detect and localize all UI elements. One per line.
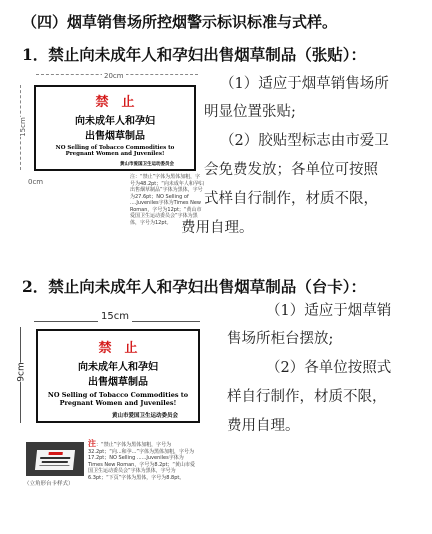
item2-title: 2．禁止向未成年人和孕妇出售烟草制品（台卡）： [22,277,367,296]
poster-font-note: 注：“禁止”字体为黑体加粗，字号为48.2pt；“向未成年人和孕妇出售烟草制品”字体为黑体，字号为27.6pt；NO Selling of ....Juveniles字体为Times New Roman，字号为12pt；“黄山市爱国卫生运动委员会”字体为黑体，字号为12pt。 [130,174,204,226]
sign-english-line1: NO Selling of Tobacco Commodities to [47,391,189,399]
item1-line: 费用自理。 [181,220,254,236]
poster-sign [34,85,196,171]
item1-line: 明显位置张贴; [204,104,296,120]
item2-line: 费用自理。 [227,418,300,434]
sign-chinese-line1: 向未成年人和孕妇 [75,116,155,127]
item2-line: 样自行制作，材质不限， [227,389,387,405]
table-card-sign [36,329,200,423]
note-text: ：“禁止”字体为黑体加粗，字号为32.2pt；“向...和孕...”字体为黑体加粗，字号为17.2pt；NO Selling ......Juveniles字体为Times New Roman，字号为8.2pt；“黄山市爱国卫生运动委员会”字体为黑体，字号为6.3pt；“下页”字体为黑体，字号为8.8pt。 [88,442,196,481]
item1-line: 会免费发放；各单位可按照 [204,162,378,178]
table-card-figure [8,303,208,433]
item2-line: （2）各单位按照式 [266,360,392,376]
item2-line: （1）适应于烟草销 [266,303,392,319]
item1-title: 1．禁止向未成年人和孕妇出售烟草制品（张贴）： [22,45,367,64]
sign-organization: 黄山市爱国卫生运动委员会 [120,162,174,167]
height-dimension-label: 9cm [16,362,27,382]
section-title: （四）烟草销售场所控烟警示标识标准与式样。 [22,13,338,31]
sign-english-line2: Pregnant Women and Juveniles! [59,399,177,407]
width-dimension-label: 20cm [104,72,124,80]
height-dimension-label: 15cm [18,117,27,137]
note-label: 注 [88,439,96,448]
sign-chinese-line2: 出售烟草制品 [85,131,145,142]
margin-dimension-label: 0cm [28,178,44,186]
sign-organization: 黄山市爱国卫生运动委员会 [111,413,178,419]
sign-english-line1: NO Selling of Tobacco Commodities to [55,145,175,151]
width-dimension-label: 15cm [98,311,132,322]
item1-line: （1）适应于烟草销售场所 [220,76,389,92]
sign-title: 禁 止 [95,95,135,110]
table-card-photo-card [35,450,75,470]
table-card-font-note [88,441,196,483]
table-card-thumbnail-block [26,439,194,487]
item2-line: 售场所柜台摆放; [227,331,334,347]
sign-english-line2: Pregnant Women and Juveniles! [65,151,165,157]
item1-line: （2）胶贴型标志由市爱卫 [220,133,389,149]
sign-chinese-line1: 向未成年人和孕妇 [78,362,158,373]
table-card-photo [26,442,84,476]
poster-figure [14,68,204,226]
table-card-caption: （立角形台卡样式） [24,481,74,487]
item1-line: 式样自行制作，材质不限， [204,191,378,207]
sign-chinese-line2: 出售烟草制品 [88,377,148,388]
sign-title: 禁 止 [98,341,138,356]
